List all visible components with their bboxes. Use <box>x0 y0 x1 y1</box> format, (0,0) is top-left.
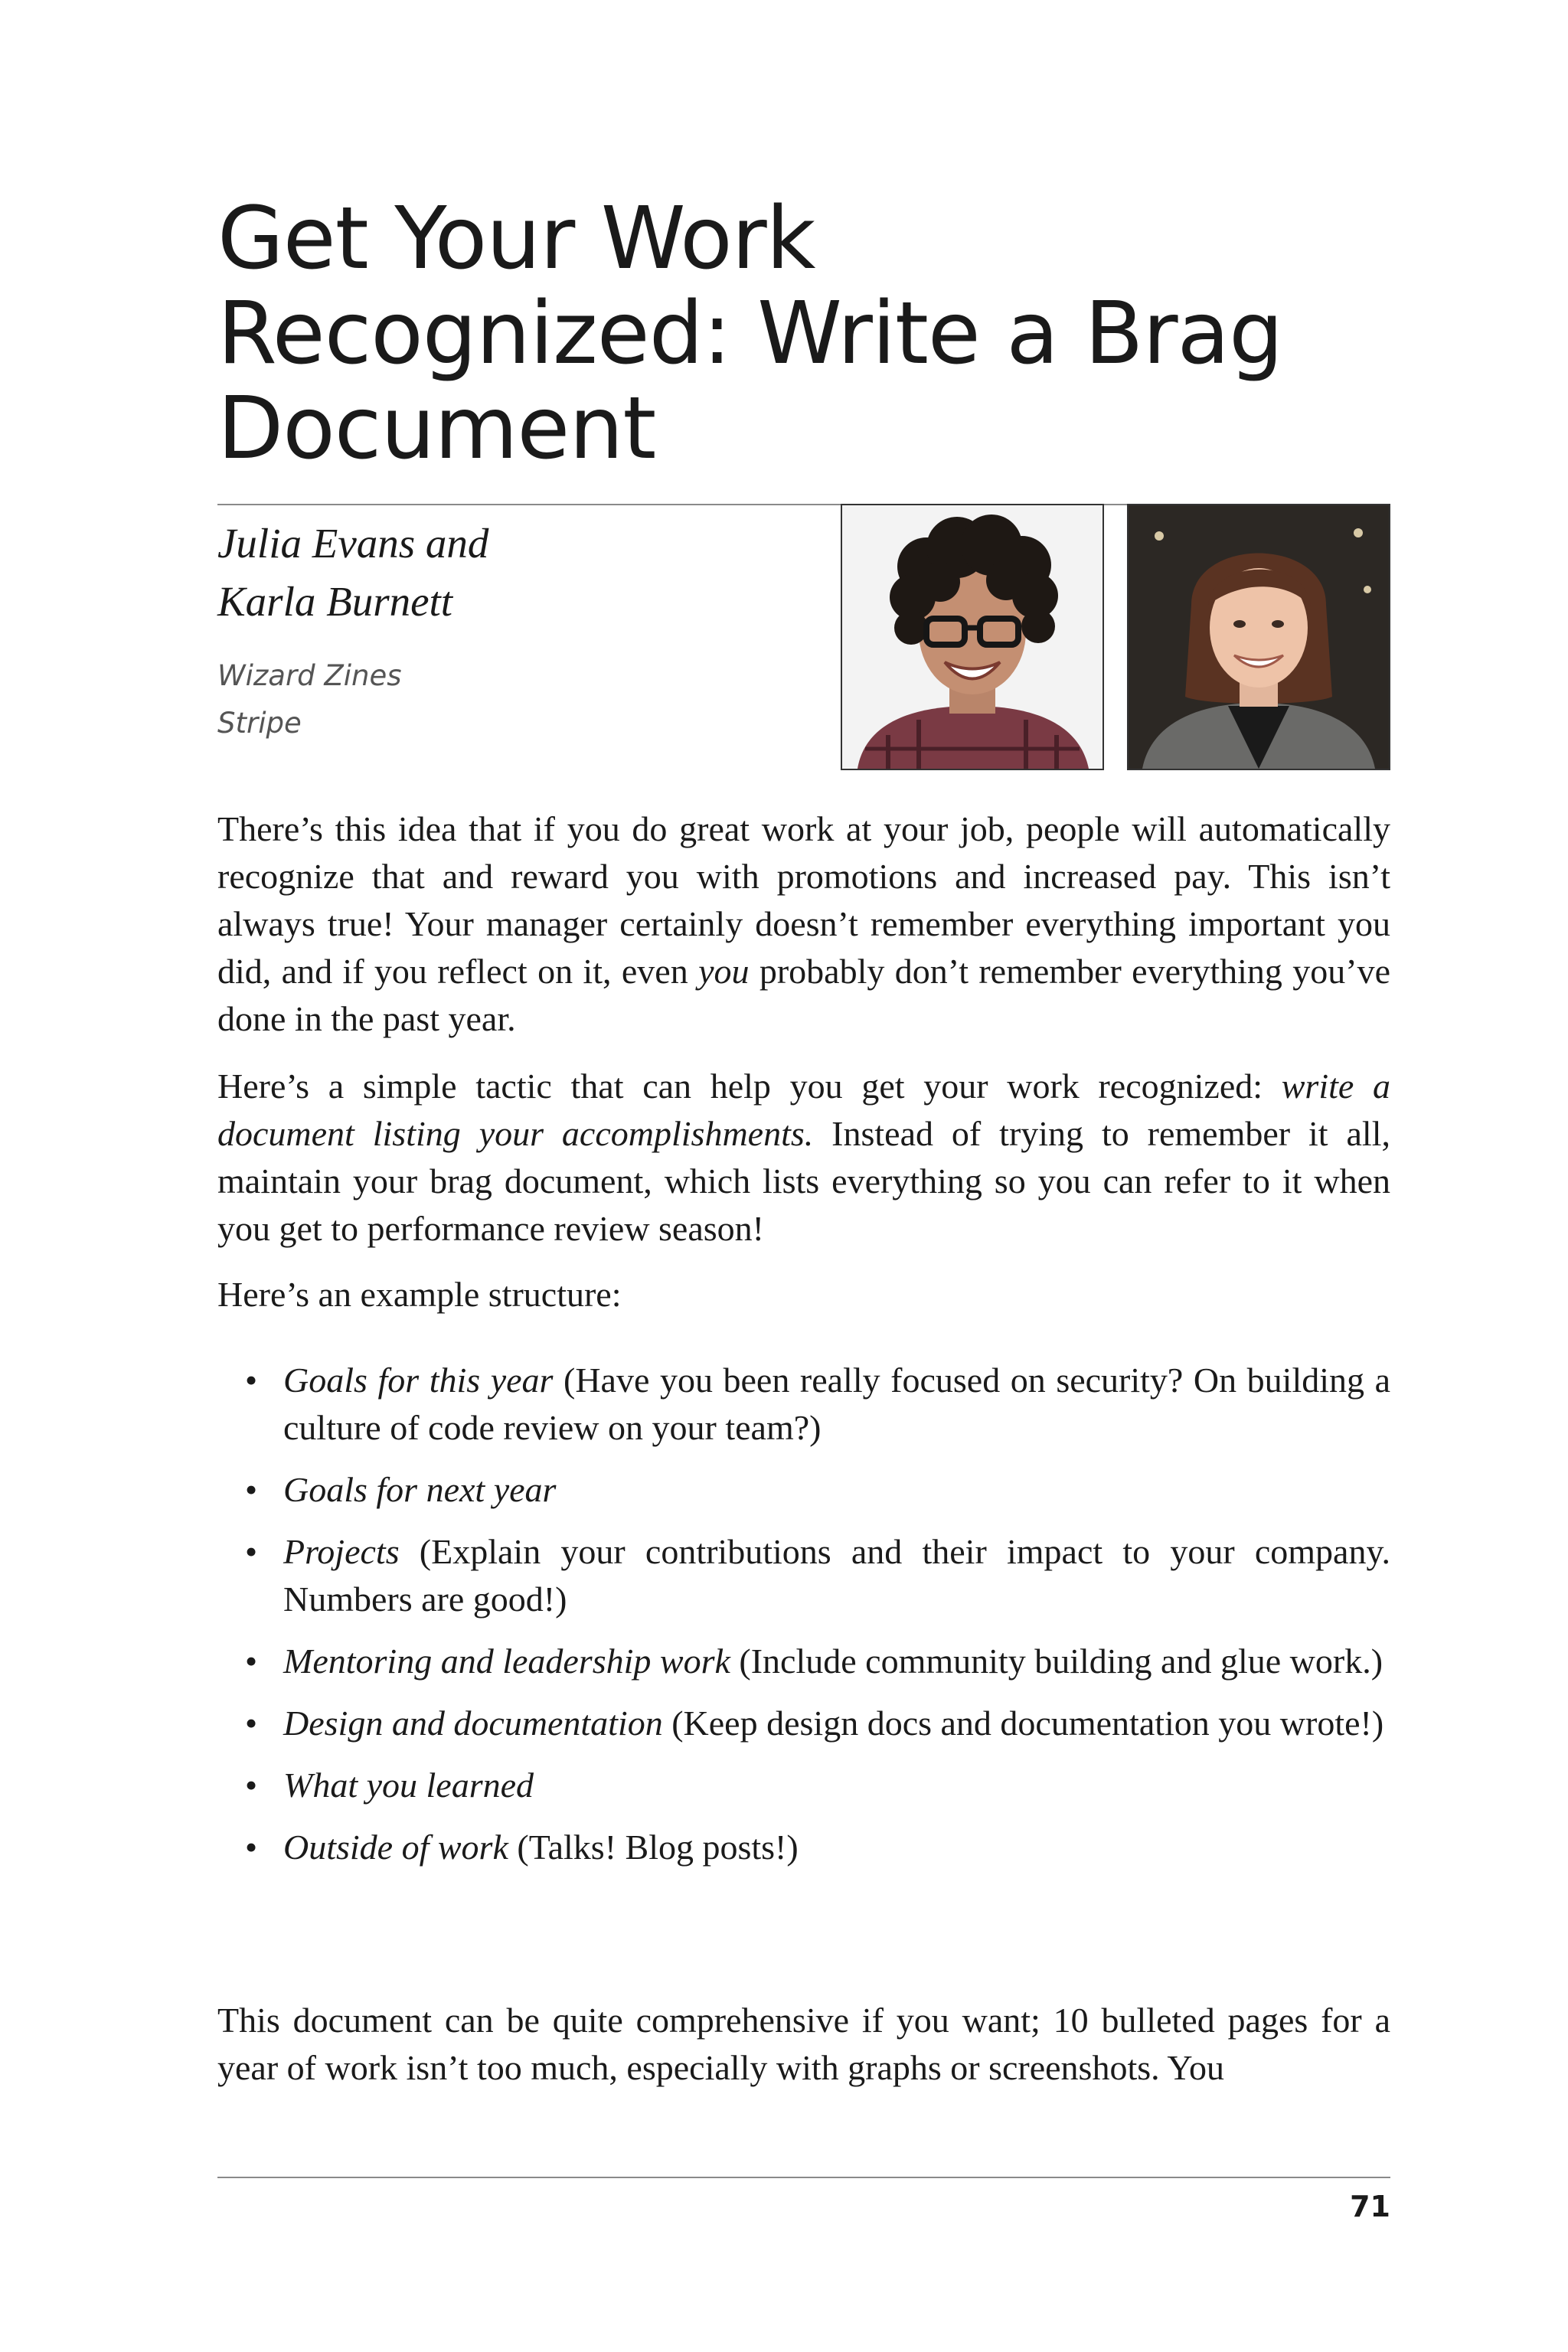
p2-tail: Instead of trying to remember it all, maintain your brag document, which lists everything so you can refer to it when you get to performance review season! <box>217 1114 1390 1248</box>
list-item-title: Projects <box>283 1532 400 1571</box>
author-affiliations <box>217 652 402 747</box>
list-item-title: Goals for next year <box>283 1470 557 1509</box>
author-portrait-2-image <box>1129 505 1389 769</box>
list-item-desc: (Talks! Blog posts!) <box>508 1828 799 1867</box>
p2-emphasis: write a document listing your accomplishments. <box>217 1067 1390 1153</box>
list-item-title: Mentoring and leadership work <box>283 1642 730 1681</box>
list-item <box>217 1762 1390 1809</box>
list-item-title: Outside of work <box>283 1828 508 1867</box>
chapter-title-line-2: Recognized: Write a Brag <box>217 284 1283 384</box>
affiliation-1: Wizard Zines <box>217 659 402 692</box>
author-photo-karla-burnett <box>1127 504 1390 770</box>
author-name-line-1: Julia Evans and <box>217 520 489 567</box>
p1-text: There’s this idea that if you do great work at your job, people will automatically recognize that and reward you with promotions and increased pay. This isn’t always true! Your manager certainly doesn’t remember everything important you did, and if you reflect on it, even <box>217 809 1390 991</box>
paragraph-tactic-text <box>217 1063 1390 1253</box>
list-item-desc: (Keep design docs and documentation you wrote!) <box>662 1704 1384 1743</box>
chapter-title-line-1: Get Your Work <box>217 189 815 289</box>
paragraph-intro <box>217 805 1390 1043</box>
chapter-title <box>217 189 1396 479</box>
paragraph-structure-intro <box>217 1271 1390 1318</box>
p2-text: Here’s a simple tactic that can help you get your work recognized: <box>217 1067 1282 1106</box>
page-number: 71 <box>1350 2190 1390 2223</box>
paragraph-comprehensive <box>217 1997 1390 2092</box>
author-portrait-1-image <box>842 505 1102 769</box>
structure-list <box>217 1357 1390 1886</box>
list-item <box>217 1466 1390 1514</box>
list-item-title: Goals for this year <box>283 1361 554 1400</box>
p1-tail: probably don’t remember everything you’ve done in the past year. <box>217 952 1390 1038</box>
list-item <box>217 1824 1390 1871</box>
paragraph-intro-text <box>217 805 1390 1043</box>
list-item <box>217 1700 1390 1747</box>
chapter-title-line-3: Document <box>217 379 656 479</box>
p4-text: This document can be quite comprehensive if you want; 10 bulleted pages for a year of work isn’t too much, especially with graphs or screenshots. You <box>217 2001 1390 2087</box>
list-item-title: Design and documentation <box>283 1704 663 1743</box>
author-names <box>217 514 488 631</box>
list-item-desc: (Have you been really focused on security? On building a culture of code review on your team?) <box>283 1361 1390 1447</box>
author-name-line-2: Karla Burnett <box>217 578 453 625</box>
list-item-desc: (Include community building and glue work.) <box>730 1642 1383 1681</box>
list-item <box>217 1528 1390 1623</box>
paragraph-tactic <box>217 1063 1390 1253</box>
p3-text: Here’s an example structure: <box>217 1275 622 1314</box>
list-item <box>217 1638 1390 1685</box>
list-item-desc: (Explain your contributions and their impact to your company. Numbers are good!) <box>283 1532 1390 1619</box>
affiliation-2: Stripe <box>217 707 302 740</box>
footer-divider <box>217 2177 1390 2178</box>
list-item-title: What you learned <box>283 1766 534 1805</box>
author-photo-julia-evans <box>841 504 1104 770</box>
list-item <box>217 1357 1390 1452</box>
p1-emphasis: you <box>698 952 750 991</box>
